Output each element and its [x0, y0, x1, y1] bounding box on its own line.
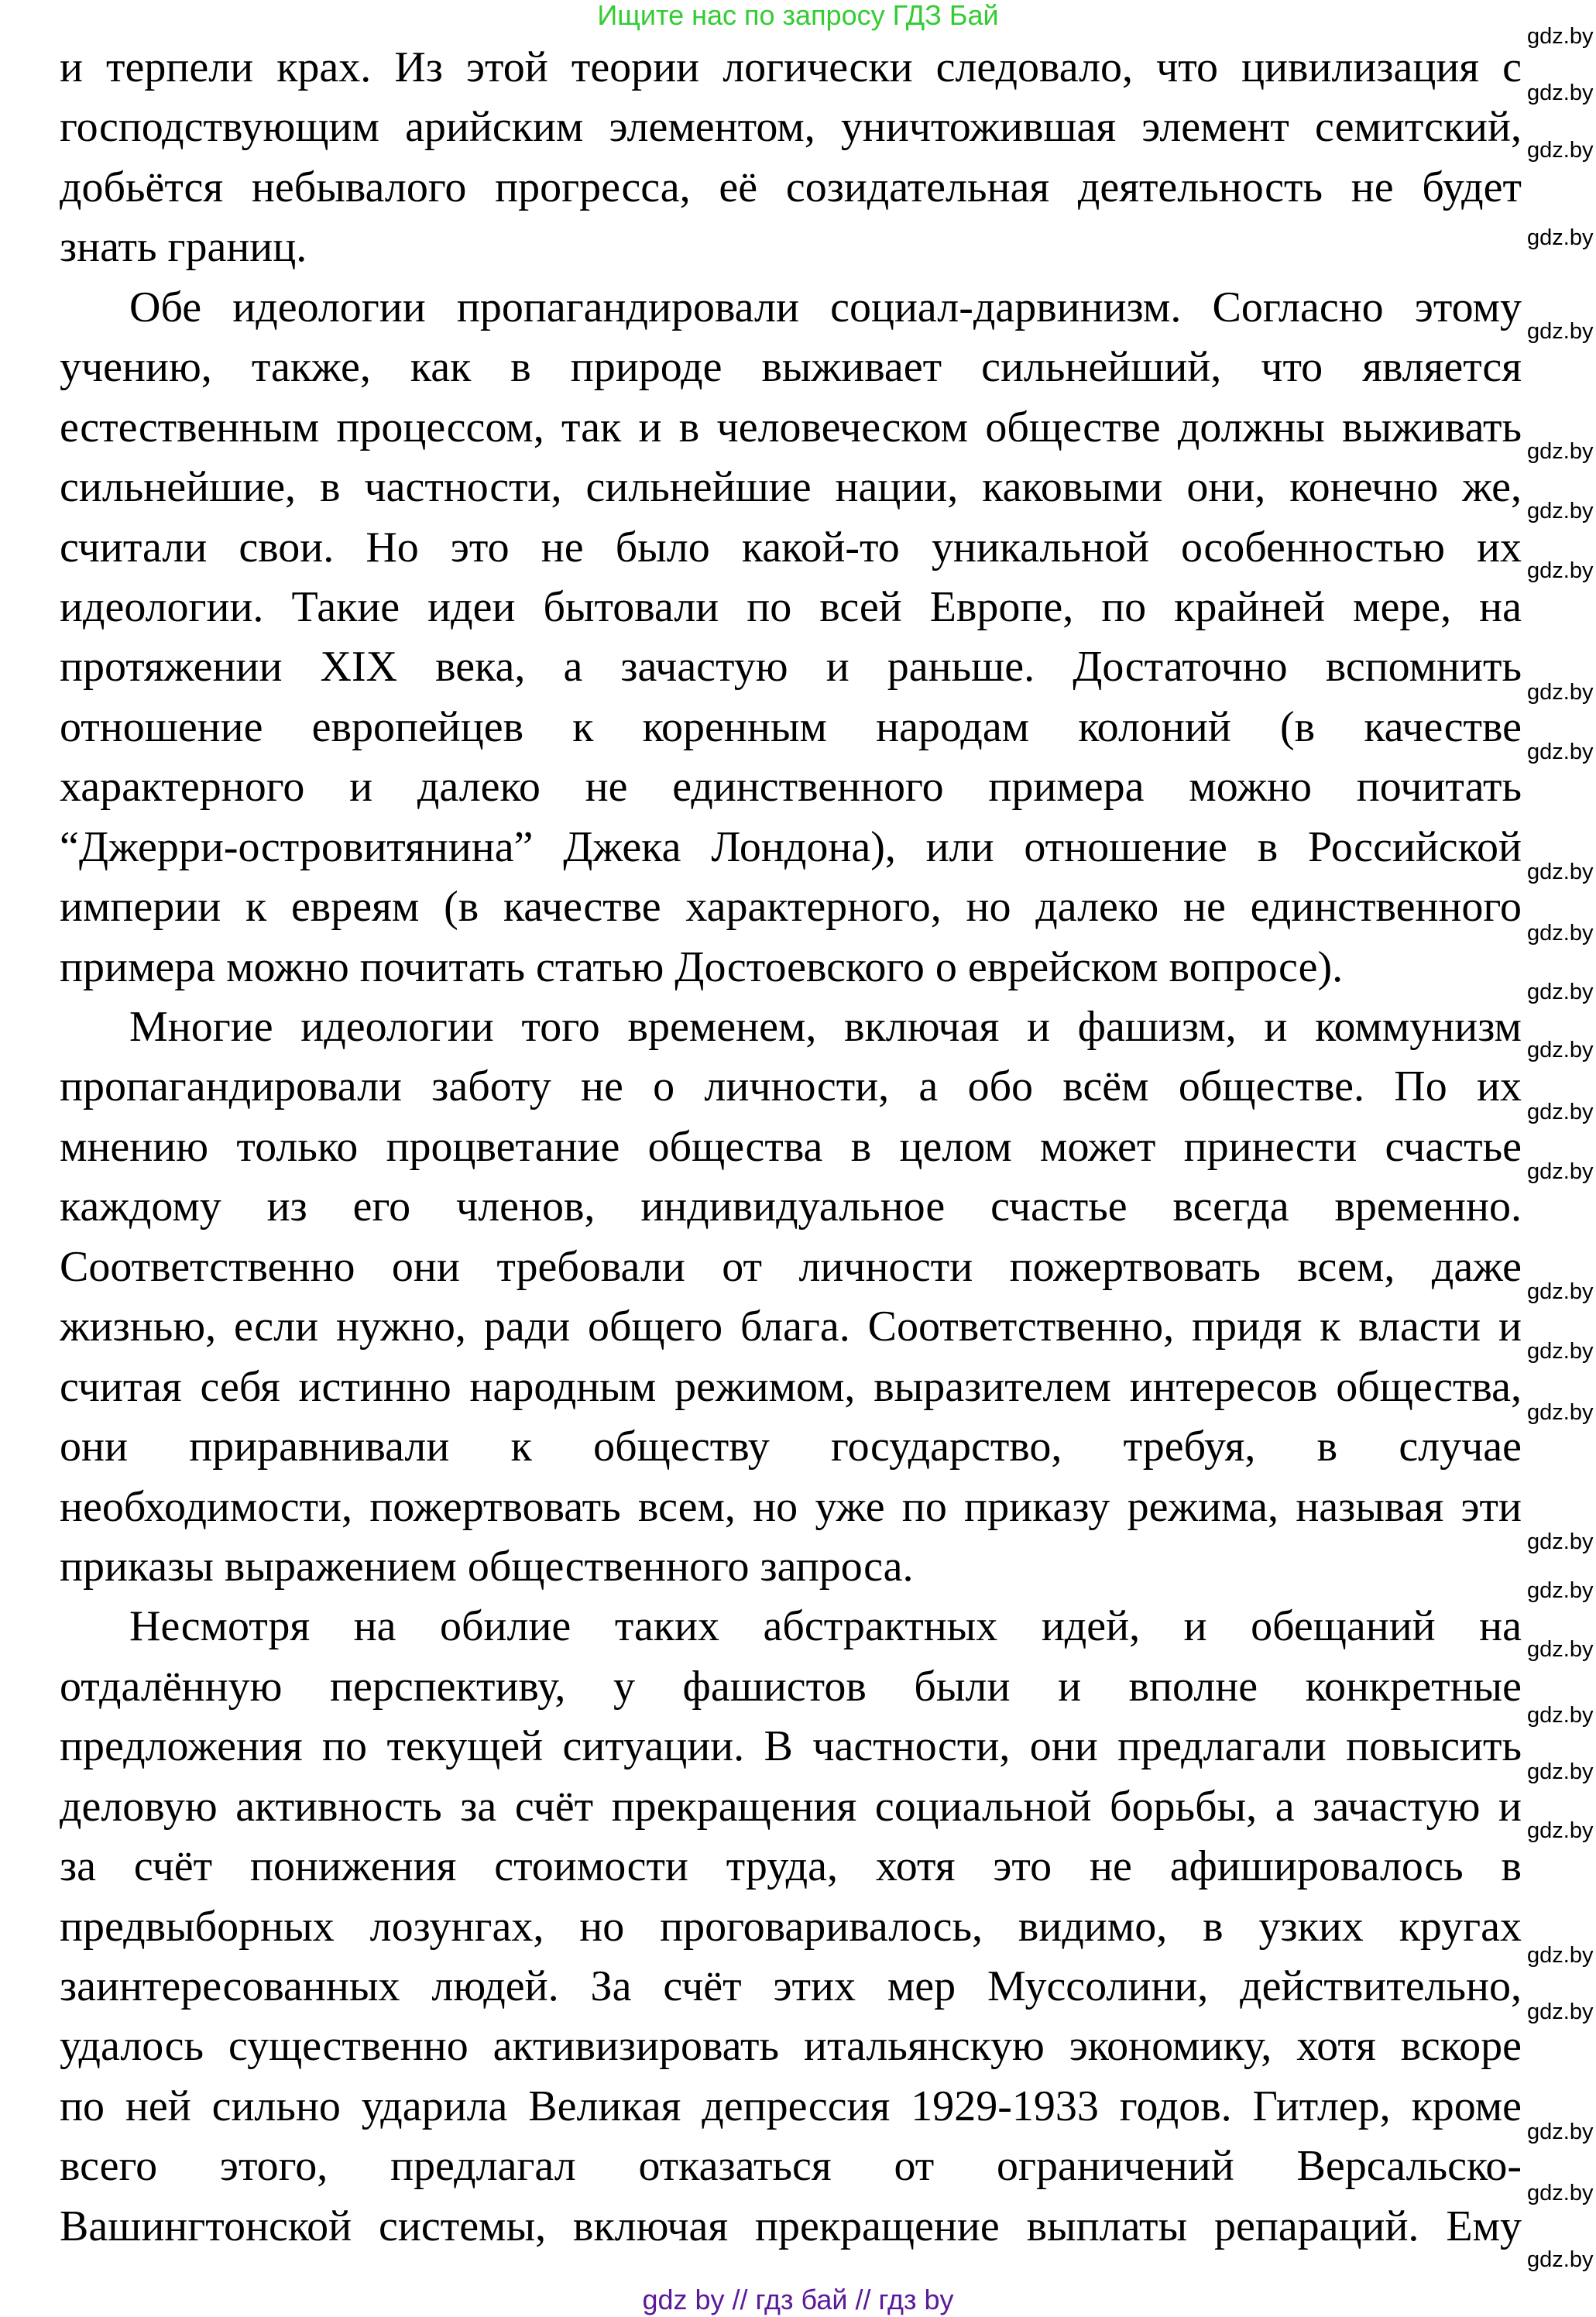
watermark: gdz.by [1527, 1400, 1594, 1425]
paragraph [60, 38, 1522, 278]
watermark: gdz.by [1527, 499, 1594, 523]
paragraph [60, 1597, 1522, 2257]
text-line: знать границ. [60, 223, 307, 272]
text-line: идеологии. Такие идеи бытовали по всей Европе, по крайней мере, на [60, 582, 1522, 631]
document-body [60, 38, 1522, 2257]
paragraph [60, 997, 1522, 1597]
text-line: каждому из его членов, индивидуальное счастье всегда временно. [60, 1183, 1522, 1231]
watermark: gdz.by [1527, 1818, 1594, 1843]
watermark: gdz.by [1527, 1943, 1594, 1968]
watermark: gdz.by [1527, 2120, 1594, 2144]
text-line: необходимости, пожертвовать всем, но уже по приказу режима, называя эти [60, 1482, 1522, 1531]
watermark: gdz.by [1527, 81, 1594, 105]
watermark: gdz.by [1527, 1637, 1594, 1662]
paragraph [60, 278, 1522, 997]
watermark: gdz.by [1527, 1999, 1594, 2024]
watermark: gdz.by [1527, 1759, 1594, 1784]
text-line: сильнейшие, в частности, сильнейшие нации, каковыми они, конечно же, [60, 463, 1522, 512]
text-line: предложения по текущей ситуации. В частности, они предлагали повысить [60, 1722, 1522, 1771]
watermark: gdz.by [1527, 1100, 1594, 1124]
text-line: естественным процессом, так и в человеческом обществе должны выживать [60, 403, 1522, 451]
text-line: отношение европейцев к коренным народам колоний (в качестве [60, 702, 1522, 751]
text-line: мнению только процветание общества в целом может принести счастье [60, 1122, 1522, 1171]
text-line: заинтересованных людей. За счёт этих мер Муссолини, действительно, [60, 1962, 1522, 2010]
search-hint-banner: Ищите нас по запросу ГДЗ Бай [597, 0, 999, 31]
text-line: примера можно почитать статью Достоевского о еврейском вопросе). [60, 942, 1344, 991]
watermark: gdz.by [1527, 319, 1594, 344]
text-line: пропагандировали заботу не о личности, а обо всём обществе. По их [60, 1062, 1522, 1111]
text-line: деловую активность за счёт прекращения социальной борьбы, а зачастую и [60, 1782, 1522, 1831]
watermark: gdz.by [1527, 921, 1594, 946]
watermark: gdz.by [1527, 1279, 1594, 1304]
text-line: приказы выражением общественного запроса. [60, 1542, 914, 1591]
watermark: gdz.by [1527, 740, 1594, 764]
text-line: “Джерри-островитянина” Джека Лондона), или отношение в Российской [60, 822, 1522, 871]
text-line: добьётся небывалого прогресса, её созидательная деятельность не будет [60, 163, 1522, 211]
text-line: по ней сильно ударила Великая депрессия 1929-1933 годов. Гитлер, кроме [60, 2082, 1522, 2130]
watermark: gdz.by [1527, 2247, 1594, 2272]
text-line: жизнью, если нужно, ради общего блага. Соответственно, придя к власти и [60, 1303, 1522, 1351]
text-line: считали свои. Но это не было какой-то уникальной особенностью их [60, 523, 1522, 572]
watermark: gdz.by [1527, 1038, 1594, 1062]
text-line: учению, также, как в природе выживает сильнейший, что является [60, 343, 1522, 392]
text-line: Обе идеологии пропагандировали социал-дарвинизм. Согласно этому [129, 283, 1522, 331]
text-line: Вашингтонской системы, включая прекращение выплаты репараций. Ему [60, 2202, 1522, 2250]
text-line: характерного и далеко не единственного примера можно почитать [60, 763, 1522, 812]
watermark: gdz.by [1527, 1578, 1594, 1603]
text-line: они приравнивали к обществу государство, требуя, в случае [60, 1423, 1522, 1471]
watermark: gdz.by [1527, 1339, 1594, 1364]
text-line: удалось существенно активизировать итальянскую экономику, хотя вскоре [60, 2022, 1522, 2071]
text-line: за счёт понижения стоимости труда, хотя это не афишировалось в [60, 1842, 1522, 1891]
watermark: gdz.by [1527, 558, 1594, 583]
watermark: gdz.by [1527, 24, 1594, 49]
text-line: господствующим арийским элементом, уничтожившая элемент семитский, [60, 103, 1522, 152]
text-line: протяжении XIX века, а зачастую и раньше. Достаточно вспомнить [60, 643, 1522, 692]
watermark: gdz.by [1527, 680, 1594, 705]
watermark: gdz.by [1527, 1529, 1594, 1554]
watermark: gdz.by [1527, 980, 1594, 1004]
text-line: империи к евреям (в качестве характерного, но далеко не единственного [60, 883, 1522, 932]
text-line: Несмотря на обилие таких абстрактных идей, и обещаний на [129, 1602, 1522, 1651]
watermark: gdz.by [1527, 1703, 1594, 1728]
watermark: gdz.by [1527, 225, 1594, 250]
text-line: всего этого, предлагал отказаться от ограничений Версальско- [60, 2142, 1522, 2191]
text-line: Многие идеологии того временем, включая и фашизм, и коммунизм [129, 1003, 1522, 1051]
text-line: считая себя истинно народным режимом, выразителем интересов общества, [60, 1362, 1522, 1411]
watermark: gdz.by [1527, 2181, 1594, 2205]
watermark: gdz.by [1527, 1159, 1594, 1184]
text-line: Соответственно они требовали от личности пожертвовать всем, даже [60, 1242, 1522, 1291]
footer-watermark: gdz by // гдз бай // гдз by [642, 2284, 954, 2315]
text-line: и терпели крах. Из этой теории логически следовало, что цивилизация с [60, 43, 1522, 91]
text-line: предвыборных лозунгах, но проговаривалось, видимо, в узких кругах [60, 1902, 1522, 1951]
watermark: gdz.by [1527, 138, 1594, 163]
text-line: отдалённую перспективу, у фашистов были и вполне конкретные [60, 1662, 1522, 1711]
watermark: gdz.by [1527, 439, 1594, 464]
watermark: gdz.by [1527, 860, 1594, 884]
